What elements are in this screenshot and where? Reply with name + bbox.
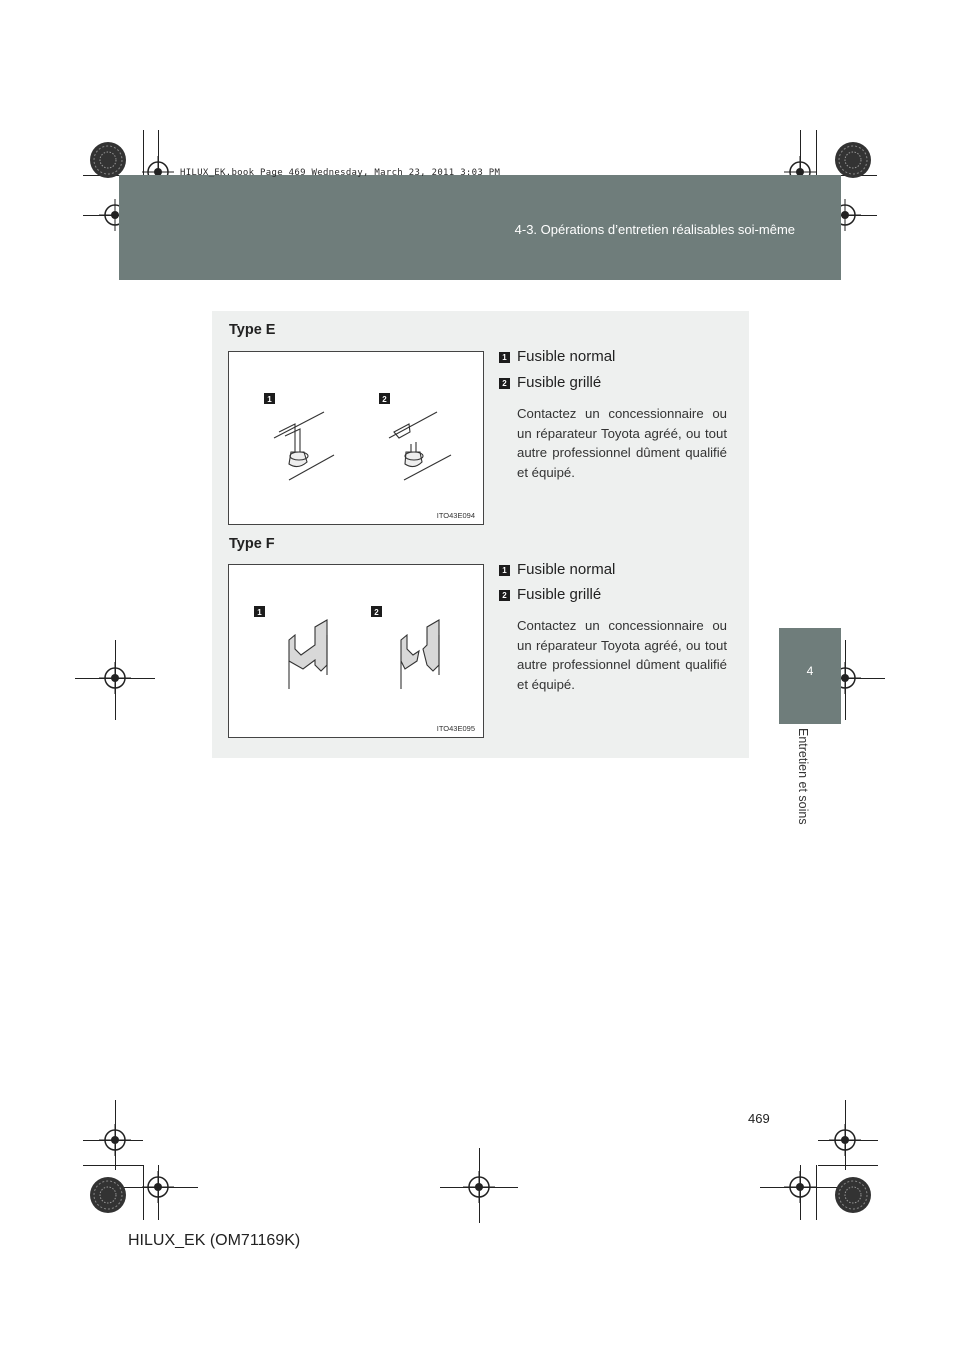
page-number: 469 [748,1111,770,1126]
callout-1-icon: 1 [499,565,510,576]
item-label: Fusible normal [517,348,616,365]
blown-fuse-drawing [389,412,451,480]
callout-2-number: 2 [374,608,379,617]
chapter-tab [779,628,841,724]
callout-1-icon: 1 [499,352,510,363]
type-e-heading: Type E [229,322,276,338]
type-e-illustration [228,351,484,525]
book-stamp: HILUX_EK.book Page 469 Wednesday, March 23, 2011 3:03 PM [180,168,501,178]
sunburst-mark [835,1177,871,1213]
item-label: Fusible grillé [517,374,602,391]
type-f-illustration [228,564,484,738]
registration-target [142,1171,174,1203]
registration-target [99,662,131,694]
fuse-type-f-drawing [229,565,485,739]
normal-fuse-drawing [274,412,334,480]
callout-2-icon: 2 [499,590,510,601]
callout-2-number: 2 [382,395,387,404]
item-label: Fusible normal [517,561,616,578]
callout-2-icon: 2 [499,378,510,389]
registration-target [463,1171,495,1203]
sunburst-mark [90,1177,126,1213]
registration-target [784,1171,816,1203]
fuse-type-e-drawing [229,352,485,526]
sunburst-mark [90,142,126,178]
blown-fuse-drawing [401,620,439,689]
model-code: HILUX_EK (OM71169K) [128,1232,301,1249]
callout-1-number: 1 [267,395,272,404]
type-e-note: Contactez un concessionnaire ou un réparateur Toyota agréé, ou tout autre professionnel dûment qualifié et équipé. [517,406,727,481]
section-title: 4-3. Opérations d’entretien réalisables soi-même [514,222,795,237]
registration-target [829,1124,861,1156]
type-f-heading: Type F [229,536,275,552]
type-f-note: Contactez un concessionnaire ou un réparateur Toyota agréé, ou tout autre professionnel dûment qualifié et équipé. [517,618,727,693]
illustration-code: ITO43E094 [436,511,475,520]
chapter-label: Entretien et soins [796,728,810,825]
sunburst-mark [835,142,871,178]
normal-fuse-drawing [289,620,327,689]
callout-1-number: 1 [257,608,262,617]
illustration-code: ITO43E095 [436,724,475,733]
registration-target [99,1124,131,1156]
item-label: Fusible grillé [517,586,602,603]
chapter-number: 4 [806,664,814,678]
